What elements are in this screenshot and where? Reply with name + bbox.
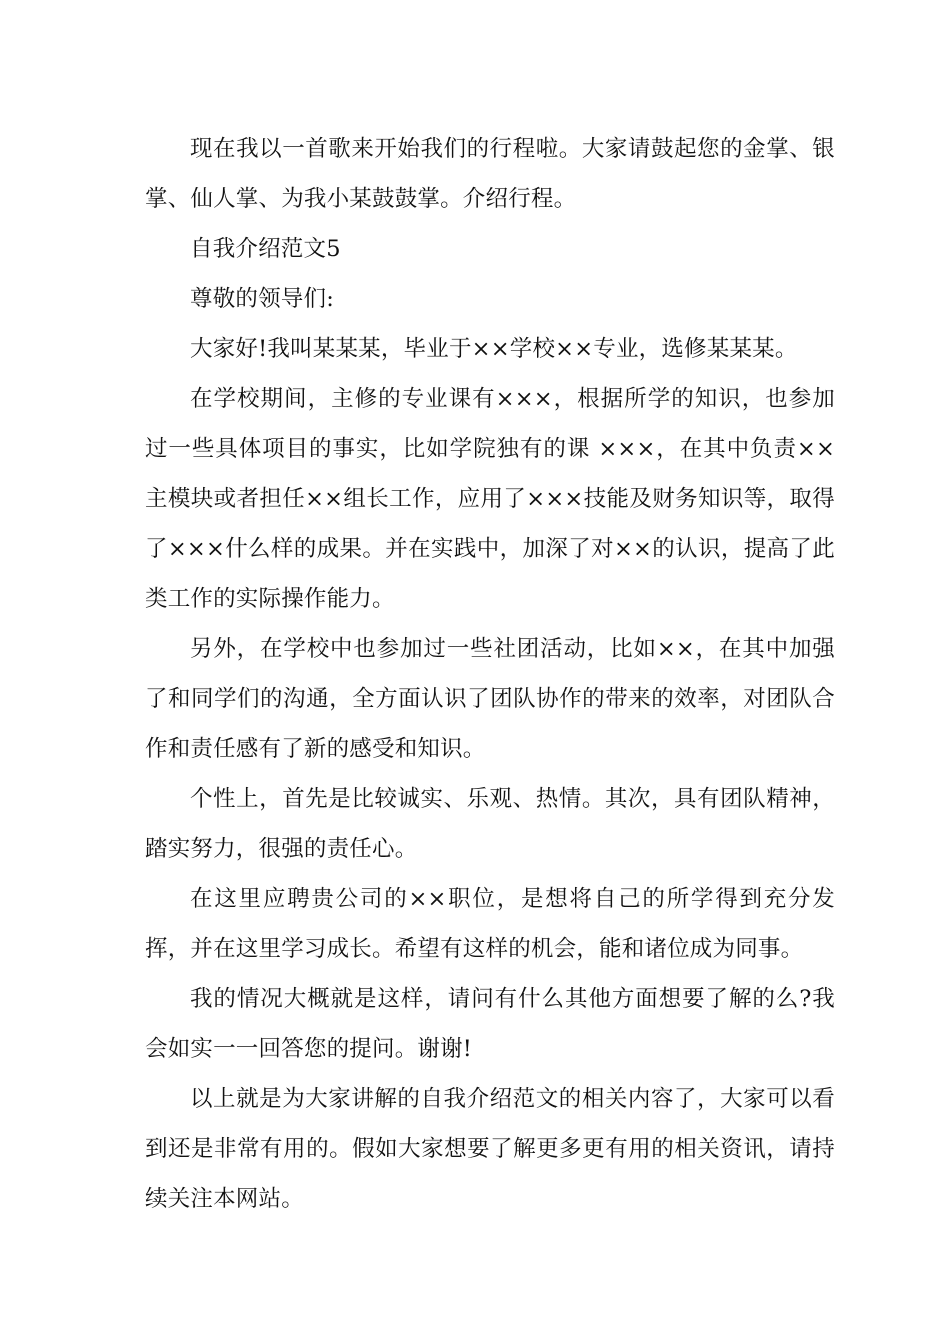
paragraph-school-experience: 在学校期间，主修的专业课有×××，根据所学的知识，也参加过一些具体项目的事实，比如学院独有的课 ×××，在其中负责××主模块或者担任××组长工作，应用了×××技能及财务知识等，取得 了×××什么样的成果。并在实践中，加深了对××的认识，提高了此类工作的实际操作能力。 [145, 386, 835, 612]
paragraph-personality: 个性上，首先是比较诚实、乐观、热情。其次，具有团队精神，踏实努力，很强的责任心。 [145, 786, 835, 862]
paragraph-summary: 以上就是为大家讲解的自我介绍范文的相关内容了，大家可以看到还是非常有用的。假如大家想要了解更多更有用的相关资讯，请持续关注本网站。 [145, 1086, 835, 1212]
paragraph-closing: 我的情况大概就是这样，请问有什么其他方面想要了解的么?我会如实一一回答您的提问。谢谢! [145, 986, 835, 1062]
paragraph-club-activities: 另外，在学校中也参加过一些社团活动，比如××，在其中加强了和同学们的沟通，全方面认识了团队协作的带来的效率，对团队合作和责任感有了新的感受和知识。 [145, 636, 835, 762]
paragraph-greeting: 大家好!我叫某某某，毕业于××学校××专业，选修某某某。 [190, 336, 798, 362]
document-body [145, 124, 835, 1224]
section-heading: 自我介绍范文5 [190, 236, 341, 262]
paragraph-intro-song: 现在我以一首歌来开始我们的行程啦。大家请鼓起您的金掌、银掌、仙人掌、为我小某鼓鼓掌。介绍行程。 [145, 136, 835, 212]
paragraph-application: 在这里应聘贵公司的××职位，是想将自己的所学得到充分发挥，并在这里学习成长。希望有这样的机会，能和诸位成为同事。 [145, 886, 835, 962]
salutation: 尊敬的领导们: [190, 286, 334, 312]
